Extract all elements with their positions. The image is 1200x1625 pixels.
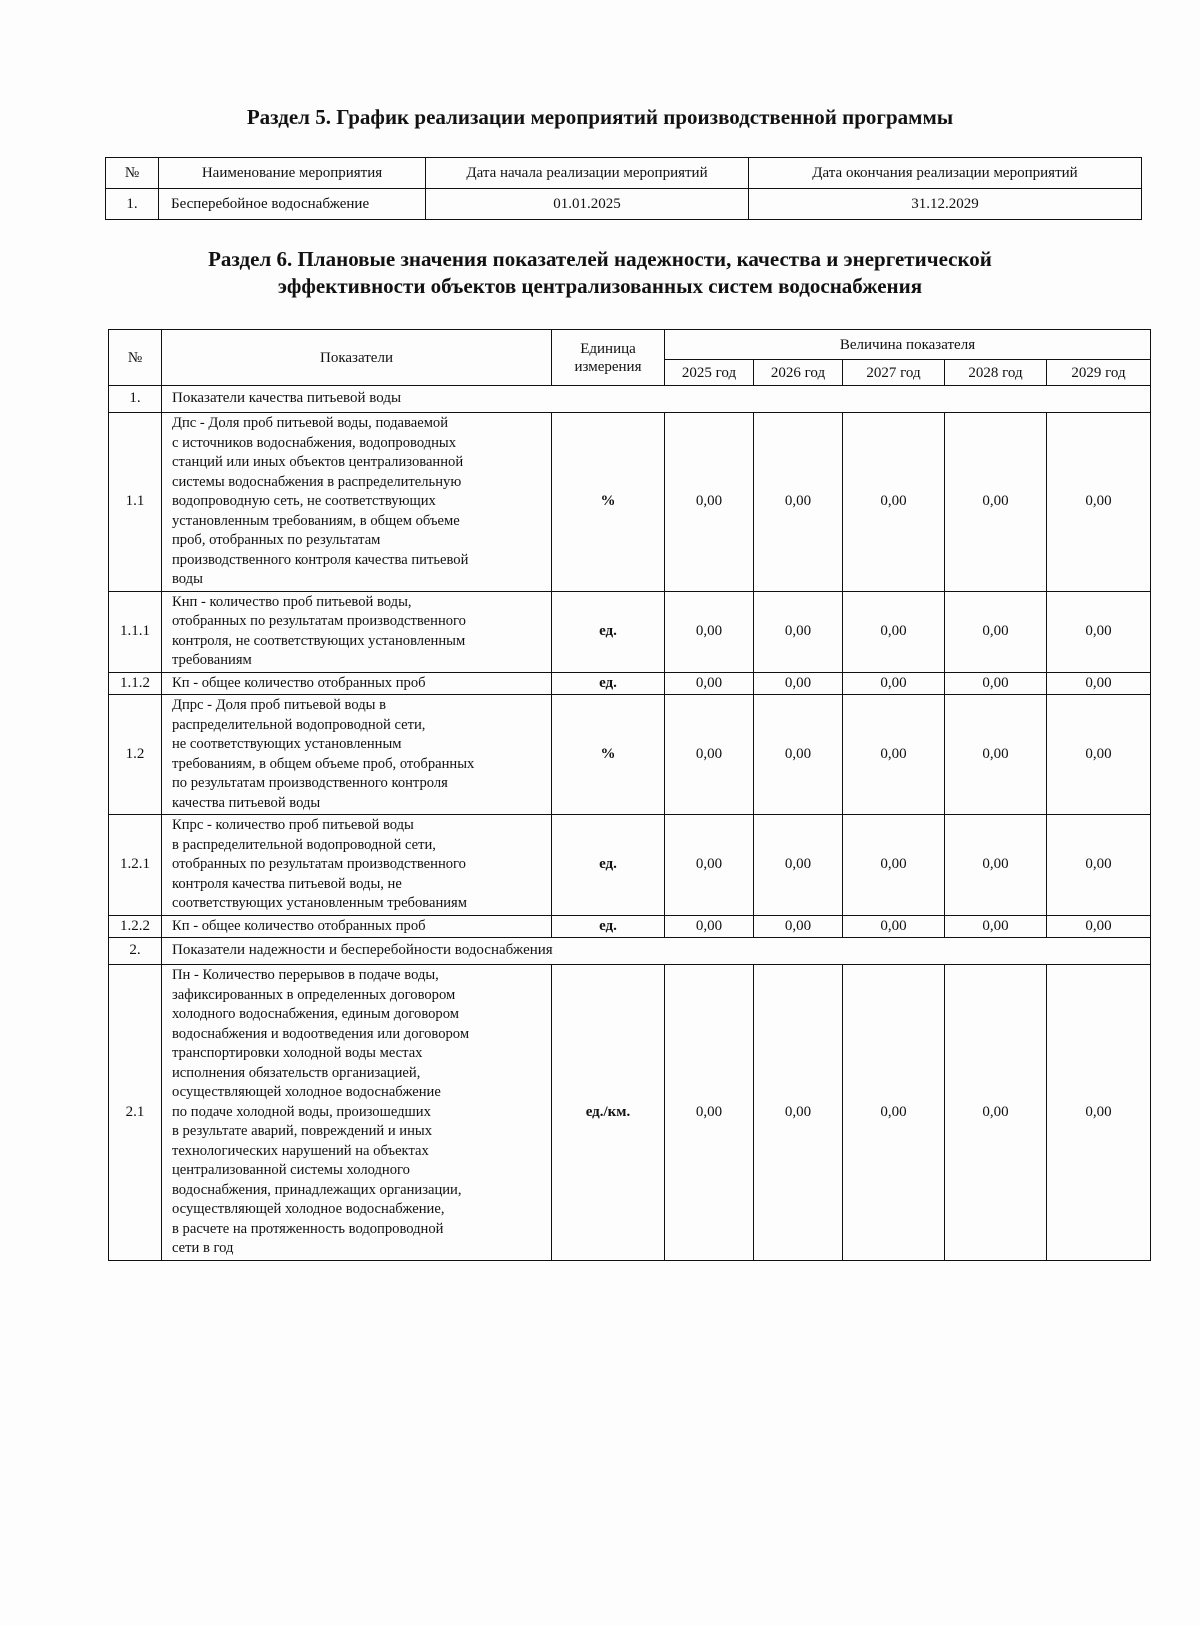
header-cell-unit [552,330,665,386]
row-value: 0,00 [1047,591,1151,672]
table-row [109,591,1151,672]
row-value: 0,00 [945,413,1047,592]
description-line: водопроводную сеть, не соответствующих [172,493,436,509]
description-line: водоснабжения, принадлежащих организации, [172,1181,462,1198]
table-row [109,915,1151,938]
description-line: контроля, не соответствующих установленным [172,632,466,649]
row-value: 0,00 [843,695,945,815]
description-line: Кнп - количество проб питьевой воды, [172,593,412,610]
header-year: 2026 год [754,360,843,386]
row-value: 0,00 [945,695,1047,815]
row-value: 0,00 [1047,695,1151,815]
header-year: 2029 год [1047,360,1151,386]
row-num: 1.1 [109,413,162,592]
table-row [109,965,1151,1261]
group-label: Показатели качества питьевой воды [162,386,1151,413]
description-line: контроля качества питьевой воды, не [172,875,402,892]
row-value: 0,00 [1047,815,1151,916]
section-6-title [0,246,1200,300]
description-line: Кп - общее количество отобранных проб [172,674,426,691]
indicators-table [108,329,1151,1261]
description-line: не соответствующих установленным [172,736,402,752]
row-unit: ед. [552,815,665,916]
row-num: 1.2.1 [109,815,162,916]
row-value: 0,00 [1047,915,1151,938]
description-line: системы водоснабжения в распределительную [172,473,462,490]
table-header-row [106,158,1142,189]
row-description [162,695,552,815]
table-group-row [109,938,1151,965]
row-value: 0,00 [1047,672,1151,695]
row-value: 0,00 [843,591,945,672]
section-5-title: Раздел 5. График реализации мероприятий производственной программы [246,105,954,129]
row-value: 0,00 [665,815,754,916]
row-value: 0,00 [843,915,945,938]
header-year: 2025 год [665,360,754,386]
description-line: по подаче холодной воды, произошедших [172,1103,431,1120]
header-cell-num: № [106,158,159,189]
header-cell-value: Величина показателя [665,330,1151,360]
description-line: холодного водоснабжения, единым договором [172,1006,459,1022]
header-cell-end: Дата окончания реализации мероприятий [749,158,1142,189]
description-line: распределительной водопроводной сети, [172,716,426,733]
description-line: качества питьевой воды [172,794,321,811]
description-line: зафиксированных в определенных договором [172,986,456,1003]
row-value: 0,00 [754,695,843,815]
description-line: производственного контроля качества питьевой [172,551,469,568]
description-line: Кпрс - количество проб питьевой воды [172,817,414,833]
row-unit: ед. [552,915,665,938]
description-line: в распределительной водопроводной сети, [172,836,436,853]
row-value: 0,00 [843,413,945,592]
description-line: требованиям [172,652,252,668]
row-num: 1.1.1 [109,591,162,672]
row-name: Бесперебойное водоснабжение [159,189,426,220]
description-line: Пн - Количество перерывов в подаче воды, [172,967,439,983]
row-description [162,672,552,695]
table-row [109,672,1151,695]
row-value: 0,00 [665,672,754,695]
row-value: 0,00 [665,413,754,592]
row-value: 0,00 [665,915,754,938]
description-line: отобранных по результатам производственного [172,856,466,872]
schedule-table [105,157,1142,220]
row-unit: ед. [552,672,665,695]
row-description [162,965,552,1261]
row-value: 0,00 [945,591,1047,672]
header-year: 2028 год [945,360,1047,386]
row-unit: % [552,413,665,592]
header-unit-line1: Единица [580,340,636,357]
row-value: 0,00 [754,815,843,916]
description-line: Кп - общее количество отобранных проб [172,917,426,934]
description-line: Дпс - Доля проб питьевой воды, подаваемой [172,415,449,431]
description-line: водоснабжения и водоотведения или договором [172,1025,470,1042]
header-unit-line2: измерения [574,358,642,375]
description-line: транспортировки холодной воды местах [172,1045,423,1061]
row-value: 0,00 [754,965,843,1261]
table-row [106,189,1142,220]
description-line: по результатам производственного контроля [172,775,448,791]
table-header-row [109,330,1151,360]
description-line: исполнения обязательств организацией, [172,1064,421,1081]
row-num: 1. [106,189,159,220]
row-end-date: 31.12.2029 [749,189,1142,220]
table-row [109,413,1151,592]
table-row [109,815,1151,916]
row-value: 0,00 [843,965,945,1261]
row-num: 2.1 [109,965,162,1261]
description-line: в расчете на протяженность водопроводной [172,1220,444,1237]
description-line: с источников водоснабжения, водопроводных [172,434,457,451]
description-line: осуществляющей холодное водоснабжение, [172,1201,445,1217]
row-description [162,915,552,938]
row-unit: ед./км. [552,965,665,1261]
row-unit: % [552,695,665,815]
description-line: централизованной системы холодного [172,1162,410,1178]
description-line: сети в год [172,1240,234,1256]
row-value: 0,00 [1047,413,1151,592]
row-value: 0,00 [754,915,843,938]
row-num: 1.1.2 [109,672,162,695]
header-cell-start: Дата начала реализации мероприятий [426,158,749,189]
header-cell-num: № [109,330,162,386]
row-value: 0,00 [665,591,754,672]
row-value: 0,00 [945,815,1047,916]
description-line: отобранных по результатам производственного [172,613,466,629]
row-value: 0,00 [945,915,1047,938]
row-num: 1.2 [109,695,162,815]
row-value: 0,00 [1047,965,1151,1261]
row-value: 0,00 [945,672,1047,695]
row-description [162,591,552,672]
description-line: требованиям, в общем объеме проб, отобранных [172,755,475,772]
row-value: 0,00 [754,672,843,695]
description-line: технологических нарушений на объектах [172,1142,429,1159]
description-line: соответствующих установленным требованиям [172,895,468,911]
row-description [162,413,552,592]
row-value: 0,00 [754,591,843,672]
row-value: 0,00 [843,815,945,916]
header-cell-name: Наименование мероприятия [159,158,426,189]
description-line: воды [172,571,203,587]
row-value: 0,00 [665,965,754,1261]
row-description [162,815,552,916]
row-start-date: 01.01.2025 [426,189,749,220]
row-num: 1.2.2 [109,915,162,938]
section-6-title-line1: Раздел 6. Плановые значения показателей надежности, качества и энергетической [208,247,992,271]
description-line: Дпрс - Доля проб питьевой воды в [172,697,386,713]
row-value: 0,00 [754,413,843,592]
description-line: в результате аварий, повреждений и иных [172,1123,433,1139]
group-num: 2. [109,938,162,965]
description-line: станций или иных объектов централизованной [172,454,464,470]
description-line: проб, отобранных по результатам [172,532,381,548]
description-line: осуществляющей холодное водоснабжение [172,1084,441,1100]
table-row [109,695,1151,815]
row-value: 0,00 [843,672,945,695]
row-value: 0,00 [665,695,754,815]
header-year: 2027 год [843,360,945,386]
row-unit: ед. [552,591,665,672]
group-num: 1. [109,386,162,413]
description-line: установленным требованиям, в общем объеме [172,512,460,529]
row-value: 0,00 [945,965,1047,1261]
header-cell-indicators: Показатели [162,330,552,386]
section-6-title-line2: эффективности объектов централизованных систем водоснабжения [277,274,923,298]
table-group-row [109,386,1151,413]
group-label: Показатели надежности и бесперебойности водоснабжения [162,938,1151,965]
